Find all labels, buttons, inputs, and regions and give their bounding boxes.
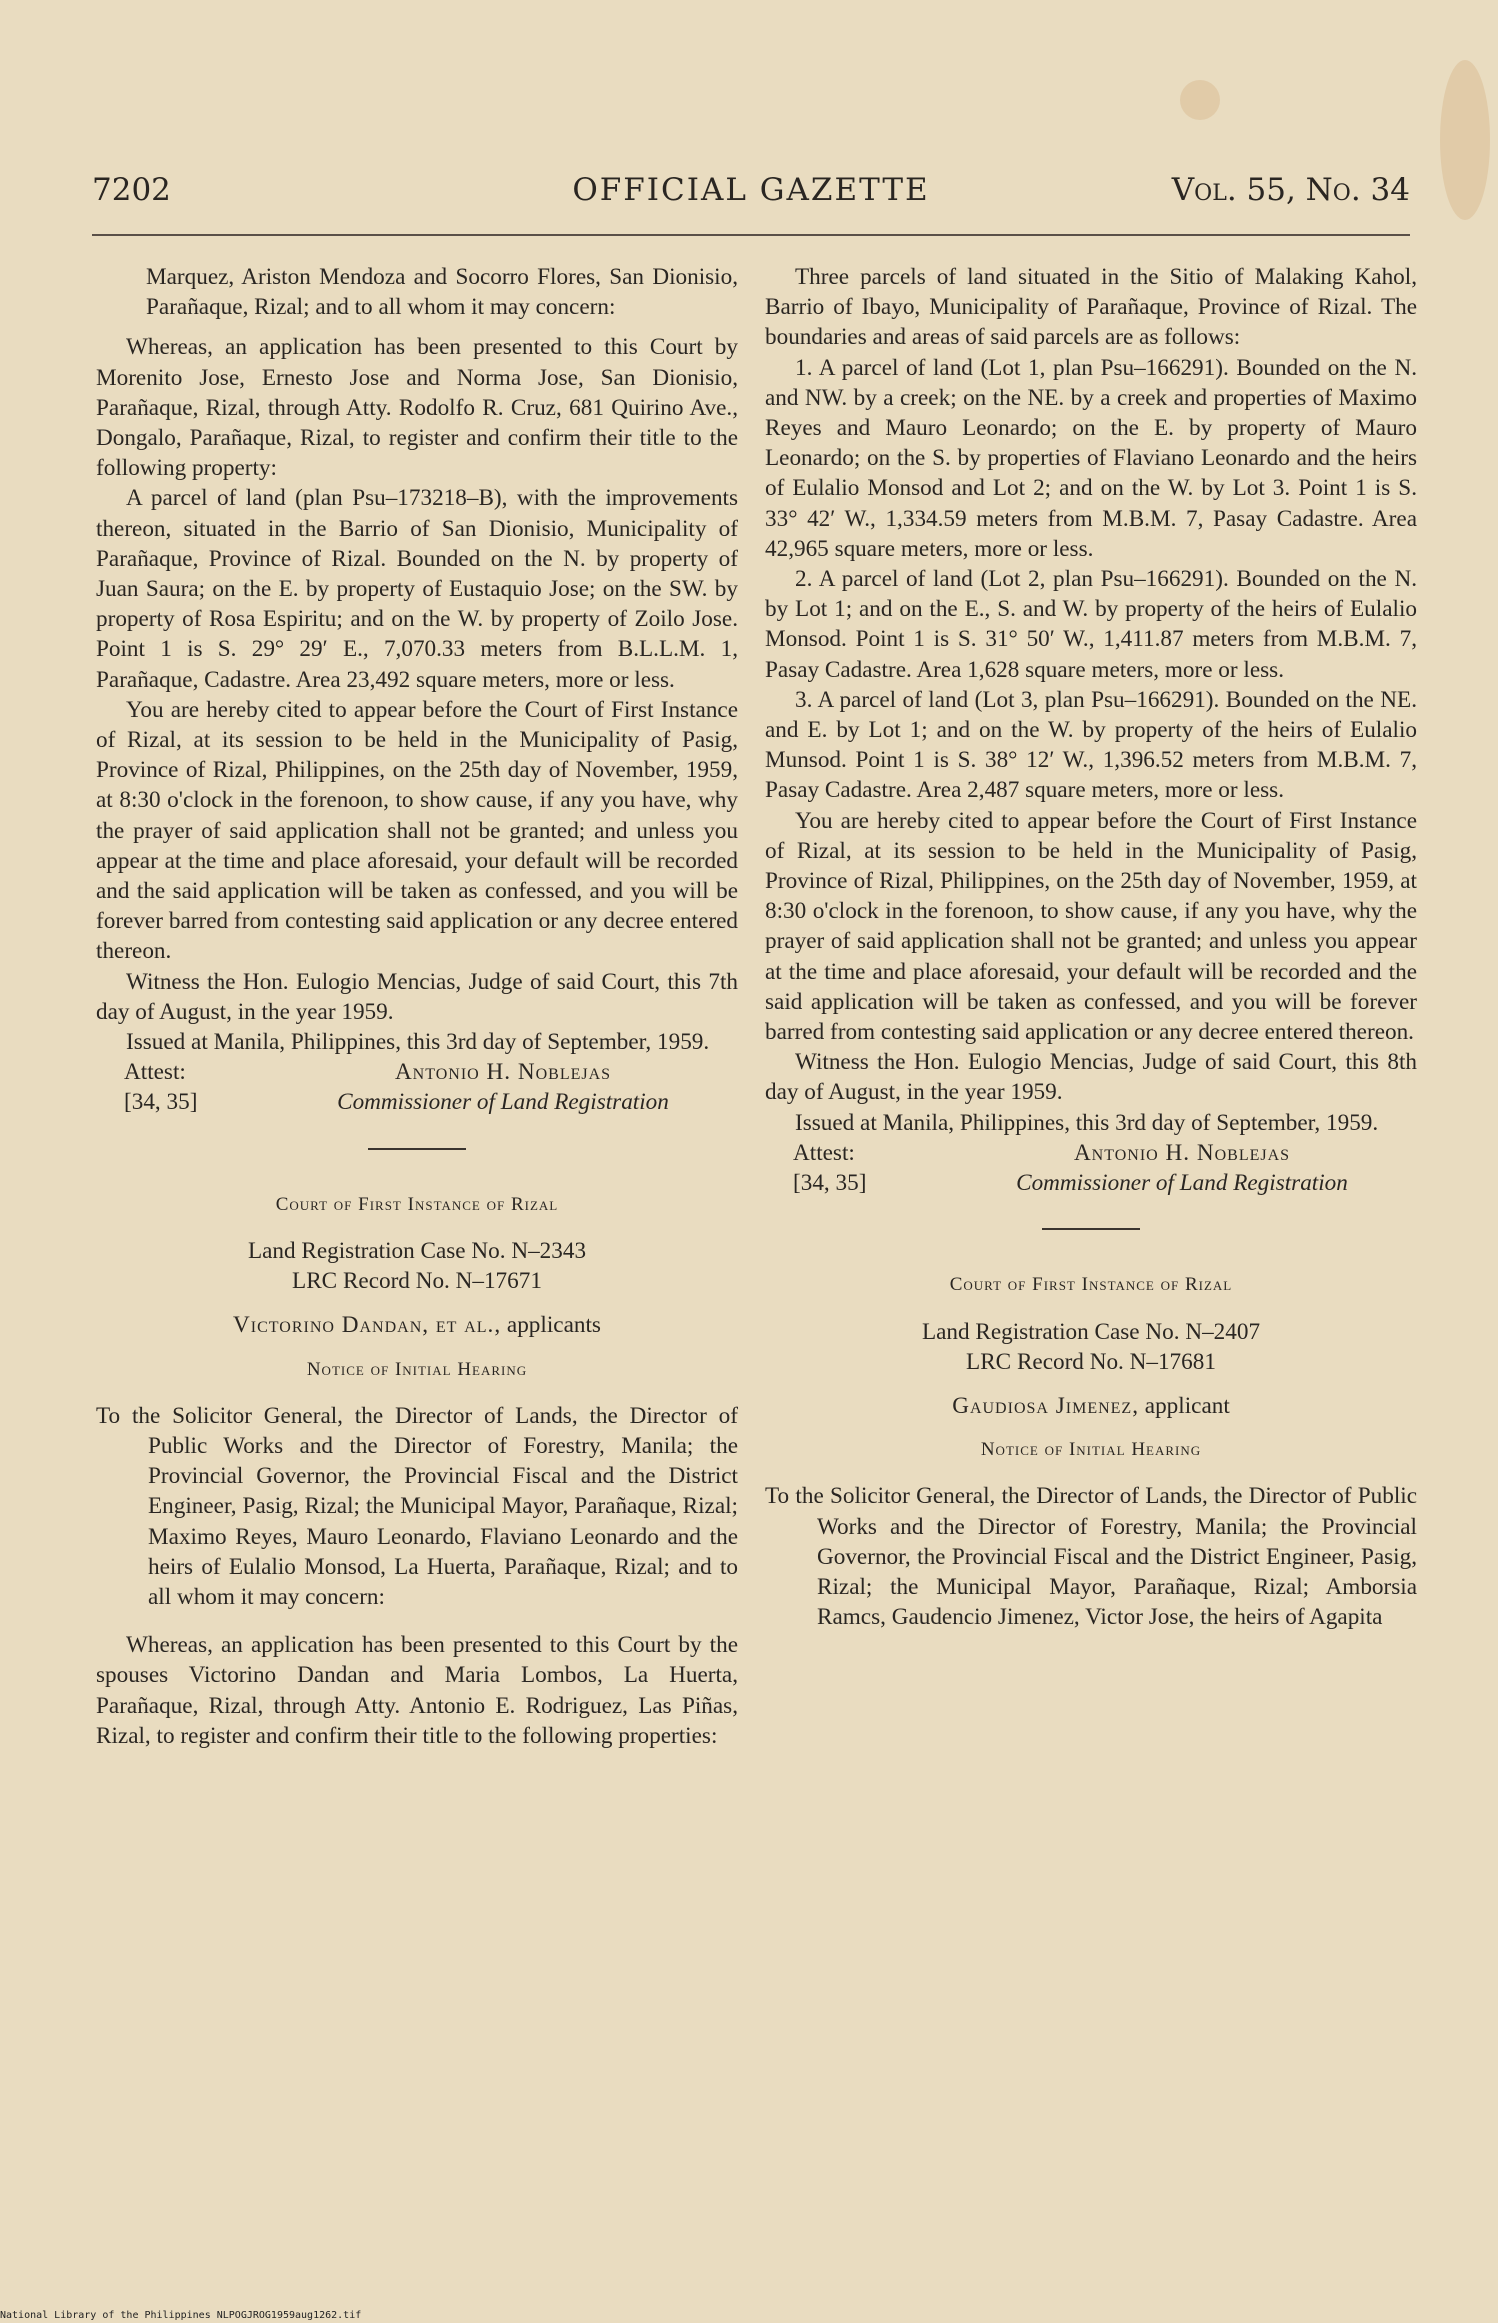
page-header xyxy=(92,172,1410,222)
signatory-title: Commissioner of Land Registration xyxy=(337,1089,669,1116)
paragraph: Issued at Manila, Philippines, this 3rd day of September, 1959. xyxy=(795,1109,1379,1136)
paragraph: Whereas, an application has been presented to this Court by the spouses Victorino Dandan and Maria Lombos, La Huerta, Parañaque, Rizal, through Atty. Antonio E. Rodriguez, Las Piñas, Rizal, to register and confirm their title to the following properties: xyxy=(96,1632,738,1749)
paragraph: 2. A parcel of land (Lot 2, plan Psu–166291). Bounded on the N. by Lot 1; and on the E., S. and W. by property of the heirs of Eulalio Monsod. Point 1 is S. 31° 50′ W., 1,411.87 meters from M.B.M. 7, Pasay Cadastre. Area 1,628 square meters, more or less. xyxy=(765,566,1417,683)
paragraph: Marquez, Ariston Mendoza and Socorro Flores, San Dionisio, Parañaque, Rizal; and to all whom it may concern: xyxy=(146,264,738,321)
volume-number: Vol. 55, No. 34 xyxy=(1171,172,1410,208)
case-number: Land Registration Case No. N–2343 xyxy=(247,1237,587,1264)
attest-label: Attest: xyxy=(124,1059,186,1086)
paragraph: Issued at Manila, Philippines, this 3rd day of September, 1959. xyxy=(126,1029,710,1056)
signatory-name: Antonio H. Noblejas xyxy=(394,1059,612,1086)
paragraph: Whereas, an application has been presented to this Court by Morenito Jose, Ernesto Jose and Norma Jose, San Dionisio, Parañaque, Rizal, through Atty. Rodolfo R. Cruz, 681 Quirino Ave., Dongalo, Parañaque, Rizal, to register and confirm their title to the following property: xyxy=(96,334,738,482)
section-divider xyxy=(368,1148,466,1150)
signatory-name: Antonio H. Noblejas xyxy=(1073,1139,1291,1166)
right-column xyxy=(765,262,1417,1632)
attest-reference: [34, 35] xyxy=(793,1170,867,1197)
paragraph: To the Solicitor General, the Director of Lands, the Director of Public Works and the Director of Forestry, Manila; the Provincial Governor, the Provincial Fiscal and the District Engineer, Pasig, Rizal; the Municipal Mayor, Parañaque, Rizal; Maximo Reyes, Mauro Leonardo, Flaviano Leonardo and the heirs of Eulalio Monsod, La Huerta, Parañaque, Rizal; and to all whom it may concern: xyxy=(96,1402,738,1610)
parties-line xyxy=(96,1310,738,1340)
paragraph: You are hereby cited to appear before the Court of First Instance of Rizal, at its session to be held in the Municipality of Pasig, Province of Rizal, Philippines, on the 25th day of November, 1959, at 8:30 o'clock in the forenoon, to show cause, if any you have, why the prayer of said application shall not be granted; and unless you appear at the time and place aforesaid, your default will be recorded and the said application will be taken as confessed, and you will be forever barred from contesting said application or any decree entered thereon. xyxy=(96,696,738,965)
scan-footer: National Library of the Philippines NLPOGJROG1959aug1262.tif xyxy=(0,2310,362,2321)
notice-heading: Notice of Initial Hearing xyxy=(980,1439,1202,1461)
party-name: Victorino Dandan, et al., xyxy=(233,1312,502,1339)
attest-reference: [34, 35] xyxy=(124,1089,198,1116)
paper-stain xyxy=(1440,60,1490,220)
paragraph: Three parcels of land situated in the Sitio of Malaking Kahol, Barrio of Ibayo, Municipality of Parañaque, Province of Rizal. The boundaries and areas of said parcels are as follows: xyxy=(765,264,1417,351)
section-divider xyxy=(1042,1228,1140,1230)
publication-title: OFFICIAL GAZETTE xyxy=(572,172,930,208)
paragraph: You are hereby cited to appear before the Court of First Instance of Rizal, at its session to be held in the Municipality of Pasig, Province of Rizal, Philippines, on the 25th day of November, 1959, at 8:30 o'clock in the forenoon, to show cause, if any you have, why the prayer of said application shall not be granted; and unless you appear at the time and place aforesaid, your default will be recorded and the said application will be taken as confessed, and you will be forever barred from contesting said application or any decree entered thereon. xyxy=(765,807,1417,1046)
page-number: 7202 xyxy=(92,172,171,208)
paragraph: Witness the Hon. Eulogio Mencias, Judge of said Court, this 8th day of August, in the year 1959. xyxy=(765,1049,1417,1106)
party-role: applicant xyxy=(1139,1392,1230,1419)
lrc-record-number: LRC Record No. N–17671 xyxy=(292,1268,542,1295)
court-heading: Court of First Instance of Rizal xyxy=(949,1274,1233,1296)
header-rule xyxy=(92,234,1410,236)
signatory-title: Commissioner of Land Registration xyxy=(1016,1170,1348,1197)
party-name: Gaudiosa Jimenez, xyxy=(952,1392,1139,1419)
attestation xyxy=(96,1057,738,1117)
party-role: applicants xyxy=(501,1312,601,1339)
court-heading: Court of First Instance of Rizal xyxy=(275,1193,559,1215)
paragraph: A parcel of land (plan Psu–173218–B), with the improvements thereon, situated in the Barrio of San Dionisio, Municipality of Parañaque, Province of Rizal. Bounded on the N. by property of Juan Saura; on the E. by property of Eustaquio Jose; on the SW. by property of Rosa Espiritu; and on the W. by property of Zoilo Jose. Point 1 is S. 29° 29′ E., 7,070.33 meters from B.L.L.M. 1, Parañaque, Cadastre. Area 23,492 square meters, more or less. xyxy=(96,485,738,693)
paragraph: Witness the Hon. Eulogio Mencias, Judge of said Court, this 7th day of August, in the year 1959. xyxy=(96,968,738,1025)
left-column xyxy=(96,262,738,1751)
attestation xyxy=(765,1138,1417,1198)
lrc-record-number: LRC Record No. N–17681 xyxy=(966,1348,1216,1375)
attest-label: Attest: xyxy=(793,1139,855,1166)
notice-heading: Notice of Initial Hearing xyxy=(306,1358,528,1380)
paragraph: 3. A parcel of land (Lot 3, plan Psu–166291). Bounded on the NE. and E. by Lot 1; and on the W. by property of the heirs of Eulalio Munsod. Point 1 is S. 38° 12′ W., 1,396.52 meters from M.B.M. 7, Pasay Cadastre. Area 2,487 square meters, more or less. xyxy=(765,686,1417,804)
paragraph: 1. A parcel of land (Lot 1, plan Psu–166291). Bounded on the N. and NW. by a creek; on the NE. by a creek and properties of Maximo Reyes and Mauro Leonardo; on the E. by property of Mauro Leonardo; on the S. by properties of Flaviano Leonardo and the heirs of Eulalio Monsod and Lot 2; and on the W. by Lot 3. Point 1 is S. 33° 42′ W., 1,334.59 meters from M.B.M. 7, Pasay Cadastre. Area 42,965 square meters, more or less. xyxy=(765,354,1417,562)
paper-stain xyxy=(1180,80,1220,120)
paragraph: To the Solicitor General, the Director of Lands, the Director of Public Works and the Director of Forestry, Manila; the Provincial Governor, the Provincial Fiscal and the District Engineer, Pasig, Rizal; the Municipal Mayor, Parañaque, Rizal; Amborsia Ramcs, Gaudencio Jimenez, Victor Jose, the heirs of Agapita xyxy=(765,1483,1417,1631)
parties-line xyxy=(765,1391,1417,1421)
case-number: Land Registration Case No. N–2407 xyxy=(921,1318,1261,1345)
